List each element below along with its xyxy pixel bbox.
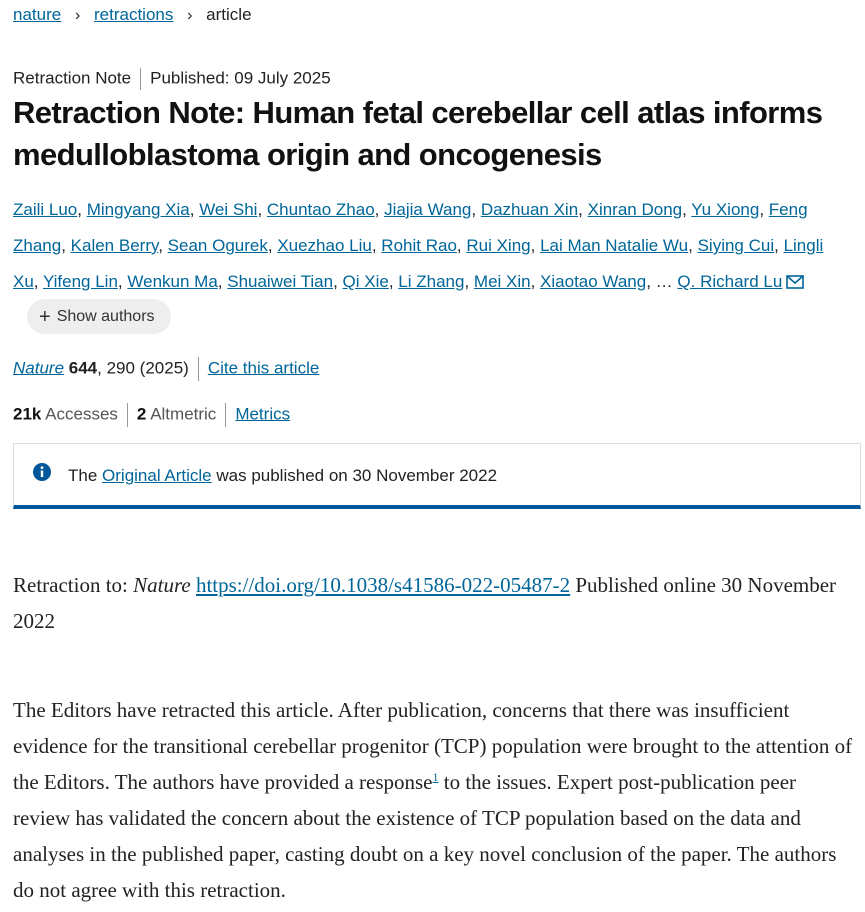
journal-pages-year: , 290 (2025) <box>97 358 189 378</box>
notice-suffix: was published on 30 November 2022 <box>211 466 498 485</box>
author-link[interactable]: Wei Shi <box>199 200 258 219</box>
author-ellipsis: … <box>655 272 673 291</box>
author-link[interactable]: Sean Ogurek <box>167 236 268 255</box>
author-link-last[interactable]: Q. Richard Lu <box>677 272 783 291</box>
author-separator: , <box>774 236 784 255</box>
breadcrumb-link-nature[interactable]: nature <box>13 5 62 24</box>
author-link[interactable]: Shuaiwei Tian <box>227 272 334 291</box>
author-separator: , <box>530 236 541 255</box>
original-article-notice <box>13 443 861 509</box>
author-separator: , <box>464 272 474 291</box>
author-link[interactable]: Lai Man Natalie Wu <box>540 236 689 255</box>
divider <box>140 68 141 90</box>
author-link[interactable]: Kalen Berry <box>70 236 159 255</box>
author-link[interactable]: Xiaotao Wang <box>540 272 647 291</box>
author-separator: , <box>456 236 467 255</box>
author-separator: , <box>578 200 588 219</box>
author-link[interactable]: Li Zhang <box>398 272 465 291</box>
author-separator: , <box>257 200 267 219</box>
author-list <box>13 192 853 302</box>
author-separator: , <box>33 272 43 291</box>
retraction-to-paragraph <box>13 567 858 639</box>
author-link[interactable]: Siying Cui <box>697 236 775 255</box>
author-link[interactable]: Lingli Xu <box>13 236 824 291</box>
author-separator: , <box>117 272 128 291</box>
author-separator: , <box>333 272 343 291</box>
author-link[interactable]: Rui Xing <box>466 236 531 255</box>
retraction-journal: Nature <box>133 573 191 597</box>
author-link[interactable]: Xinran Dong <box>587 200 683 219</box>
author-separator: , <box>217 272 228 291</box>
breadcrumb-current: article <box>206 5 252 24</box>
author-link[interactable]: Rohit Rao <box>381 236 457 255</box>
author-separator: , <box>688 236 698 255</box>
author-link[interactable]: Xuezhao Liu <box>277 236 372 255</box>
author-link[interactable]: Jiajia Wang <box>384 200 472 219</box>
author-separator: , <box>374 200 385 219</box>
notice-prefix: The <box>68 466 103 485</box>
accesses-label: Accesses <box>45 404 118 424</box>
notice-text <box>68 466 497 486</box>
author-separator: , <box>77 200 87 219</box>
show-authors-button[interactable] <box>27 299 171 334</box>
retraction-suffix: Published online 30 November 2022 <box>13 573 837 633</box>
article-type: Retraction Note <box>13 68 132 88</box>
divider <box>127 403 128 427</box>
author-link[interactable]: Dazhuan Xin <box>480 200 579 219</box>
author-separator: , <box>158 236 168 255</box>
author-link[interactable]: Qi Xie <box>342 272 389 291</box>
journal-volume: 644 <box>68 358 98 378</box>
author-link[interactable]: Yu Xiong <box>691 200 760 219</box>
show-authors-label: Show authors <box>56 307 155 325</box>
body-part-2: to the issues. Expert post-publication peer review has validated the concern about the existence of TCP population based on the data and analyses in the published paper, casting doubt on a key novel conclusion of the paper. The authors do not agree with this retraction. <box>13 770 837 902</box>
breadcrumb-link-retractions[interactable]: retractions <box>94 5 174 24</box>
chevron-right-icon: › <box>74 7 81 24</box>
altmetric-score: 2 <box>136 404 147 424</box>
breadcrumb <box>13 5 252 25</box>
doi-link[interactable]: https://doi.org/10.1038/s41586-022-05487-2 <box>195 573 571 597</box>
divider <box>225 403 226 427</box>
author-separator: , <box>388 272 399 291</box>
author-separator: , <box>682 200 692 219</box>
author-link[interactable]: Mingyang Xia <box>86 200 190 219</box>
author-link[interactable]: Feng Zhang <box>13 200 808 255</box>
divider <box>198 357 199 381</box>
author-separator: , <box>646 272 656 291</box>
author-separator: , <box>61 236 71 255</box>
info-icon <box>32 462 52 487</box>
article-title: Retraction Note: Human fetal cerebellar cell atlas informs medulloblastoma origin and oncogenesis <box>13 95 823 172</box>
author-link[interactable]: Mei Xin <box>473 272 531 291</box>
retraction-body-paragraph <box>13 692 858 908</box>
author-separator: , <box>371 236 382 255</box>
author-link[interactable]: Chuntao Zhao <box>266 200 375 219</box>
body-part-1: The Editors have retracted this article. After publication, concerns that there was insufficient evidence for the transitional cerebellar progenitor (TCP) population were brought to the attention of the Editors. The authors have provided a response <box>13 698 853 794</box>
envelope-icon[interactable] <box>786 266 804 302</box>
published-date: Published: 09 July 2025 <box>150 68 331 88</box>
citation-line <box>13 357 319 381</box>
author-separator: , <box>267 236 278 255</box>
metrics-line <box>13 403 290 427</box>
author-separator: , <box>759 200 769 219</box>
altmetric-label: Altmetric <box>150 404 217 424</box>
cite-this-article-link[interactable]: Cite this article <box>207 358 320 378</box>
original-article-link[interactable]: Original Article <box>102 466 212 485</box>
reference-link[interactable]: 1 <box>432 770 439 784</box>
retraction-prefix: Retraction to: <box>13 573 134 597</box>
article-meta <box>13 68 331 90</box>
author-separator: , <box>189 200 200 219</box>
plus-icon: + <box>39 305 51 328</box>
author-link[interactable]: Yifeng Lin <box>42 272 118 291</box>
chevron-right-icon: › <box>187 7 193 24</box>
author-separator: , <box>530 272 541 291</box>
author-separator: , <box>471 200 481 219</box>
accesses-count: 21k <box>13 404 42 424</box>
author-link[interactable]: Wenkun Ma <box>127 272 218 291</box>
journal-link[interactable]: Nature <box>13 358 65 378</box>
metrics-link[interactable]: Metrics <box>235 404 291 424</box>
author-link[interactable]: Zaili Luo <box>13 200 78 219</box>
